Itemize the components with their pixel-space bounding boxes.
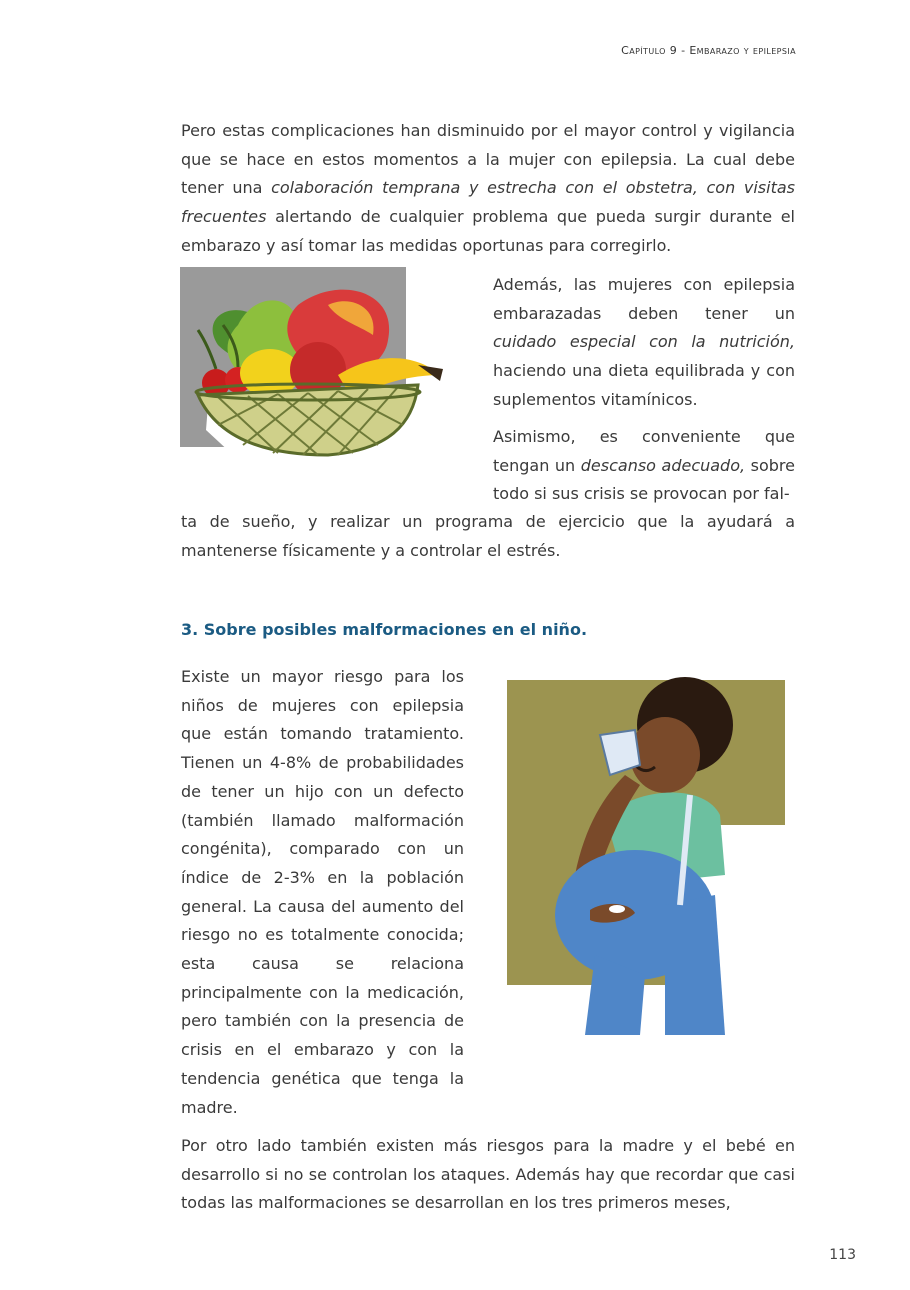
emphasis-text: colaboración temprana y estrecha con el obstetra, con visitas frecuentes [181,178,795,227]
paragraph-text: Además, las mujeres con epilepsia embarazadas deben tener un [493,275,795,323]
paragraph-rest [493,423,795,509]
fruit-basket-illustration [178,265,446,490]
pregnant-woman-illustration [505,675,795,1035]
emphasis-text: cuidado especial con la nutrición, [493,332,795,352]
paragraph-text: Pero estas complicaciones han disminuido por el mayor control y vigilancia que se hace en estos momentos a la mujer con epilepsia. La cual debe tener una [181,121,795,198]
paragraph-rest-continued: ta de sueño, y realizar un programa de ejercicio que la ayudará a mantenerse físicamente y a controlar el estrés. [181,512,795,560]
running-header: Capítulo 9 - Embarazo y epilepsia [621,44,796,57]
page-number: 113 [829,1247,856,1263]
paragraph-nutrition [493,271,795,415]
paragraph-risks: Por otro lado también existen más riesgos para la madre y el bebé en desarrollo si no se controlan los ataques. Además hay que recordar que casi todas las malformaciones se desarrollan en los tres primeros meses, [181,1136,795,1213]
paragraph-complications [181,117,795,261]
paragraph-text: haciendo una dieta equilibrada y con suplementos vitamínicos. [493,361,795,409]
paragraph-text: alertando de cualquier problema que pueda surgir durante el embarazo y así tomar las medidas oportunas para corregirlo. [181,207,795,255]
paragraph-text: sobre todo si sus crisis se provocan por fal- [493,455,795,504]
emphasis-text: descanso adecuado, [580,455,746,475]
paragraph-text: Asimismo, es conveniente que tengan un [493,427,795,475]
section-heading: 3. Sobre posibles malformaciones en el niño. [181,620,588,639]
paragraph-malformations: Existe un mayor riesgo para los niños de mujeres con epilepsia que están tomando tratamiento. Tienen un 4-8% de probabilidades de tener un hijo con un defecto (también llamado malformación congénita), comparado con un índice de 2-3% en la población general. La causa del aumento del riesgo no es totalmente conocida; esta causa se relaciona principalmente con la medicación, pero también con la presencia de crisis en el embarazo y con la tendencia genética que tenga la madre. [181,667,464,1117]
